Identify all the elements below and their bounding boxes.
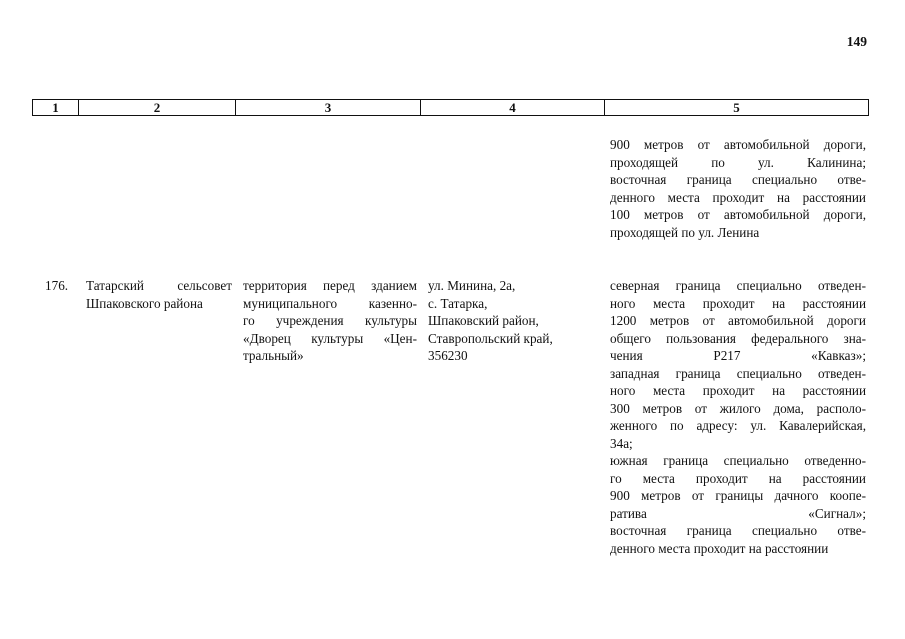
text-line: 300 метров от жилого дома, располо- (610, 400, 866, 416)
text-line: муниципального казенно- (243, 295, 417, 311)
text-line: южная граница специально отведенно- (610, 453, 866, 468)
header-col-5: 5 (733, 100, 740, 115)
text-line: восточная граница специально отве- (610, 172, 866, 187)
text-line: 900 метров от автомобильной дороги, (610, 137, 866, 152)
header-col-3: 3 (236, 100, 421, 115)
text-line: северная граница специально отведен- (610, 278, 866, 293)
text-line: ного места проходит на расстоянии (610, 295, 866, 311)
row-municipality (86, 277, 232, 312)
text-line: го учреждения культуры (243, 313, 417, 328)
page-number: 149 (846, 34, 867, 49)
text-line: 34а; (610, 435, 633, 451)
row-number: 176. (45, 278, 69, 293)
text-line: Татарский сельсовет (86, 278, 232, 293)
text-line: Ставропольский край, (428, 330, 553, 346)
text-line: ул. Минина, 2а, (428, 278, 516, 293)
row-territory (243, 277, 417, 365)
text-line: территория перед зданием (243, 278, 417, 293)
text-line: 1200 метров от автомобильной дороги (610, 313, 866, 328)
continuation-text (610, 136, 866, 241)
header-col-2: 2 (79, 100, 236, 115)
text-line: общего пользования федерального зна- (610, 330, 866, 346)
text-line: западная граница специально отведен- (610, 365, 866, 381)
table-header-row (32, 99, 869, 116)
row-address (428, 277, 598, 365)
text-line: ного места проходит на расстоянии (610, 383, 866, 398)
text-line: женного по адресу: ул. Кавалерийская, (610, 418, 866, 433)
text-line: чения Р217 «Кавказ»; (610, 348, 866, 363)
text-line: ратива «Сигнал»; (610, 505, 866, 521)
text-line: восточная граница специально отве- (610, 523, 866, 538)
text-line: «Дворец культуры «Цен- (243, 330, 417, 346)
text-line: денного места проходит на расстоянии (610, 540, 829, 556)
header-col-4: 4 (421, 100, 605, 115)
text-line: 356230 (428, 348, 468, 363)
text-line: Шпаковского района (86, 295, 203, 311)
text-line: 100 метров от автомобильной дороги, (610, 207, 866, 222)
text-line: 900 метров от границы дачного коопе- (610, 488, 866, 503)
text-line: Шпаковский район, (428, 313, 539, 328)
header-col-1: 1 (33, 100, 79, 115)
text-line: с. Татарка, (428, 295, 488, 311)
text-line: проходящей по ул. Калинина; (610, 154, 866, 170)
row-boundaries (610, 277, 866, 557)
text-line: проходящей по ул. Ленина (610, 224, 760, 240)
text-line: денного места проходит на расстоянии (610, 189, 866, 205)
text-line: тральный» (243, 348, 304, 363)
text-line: го места проходит на расстоянии (610, 470, 866, 486)
